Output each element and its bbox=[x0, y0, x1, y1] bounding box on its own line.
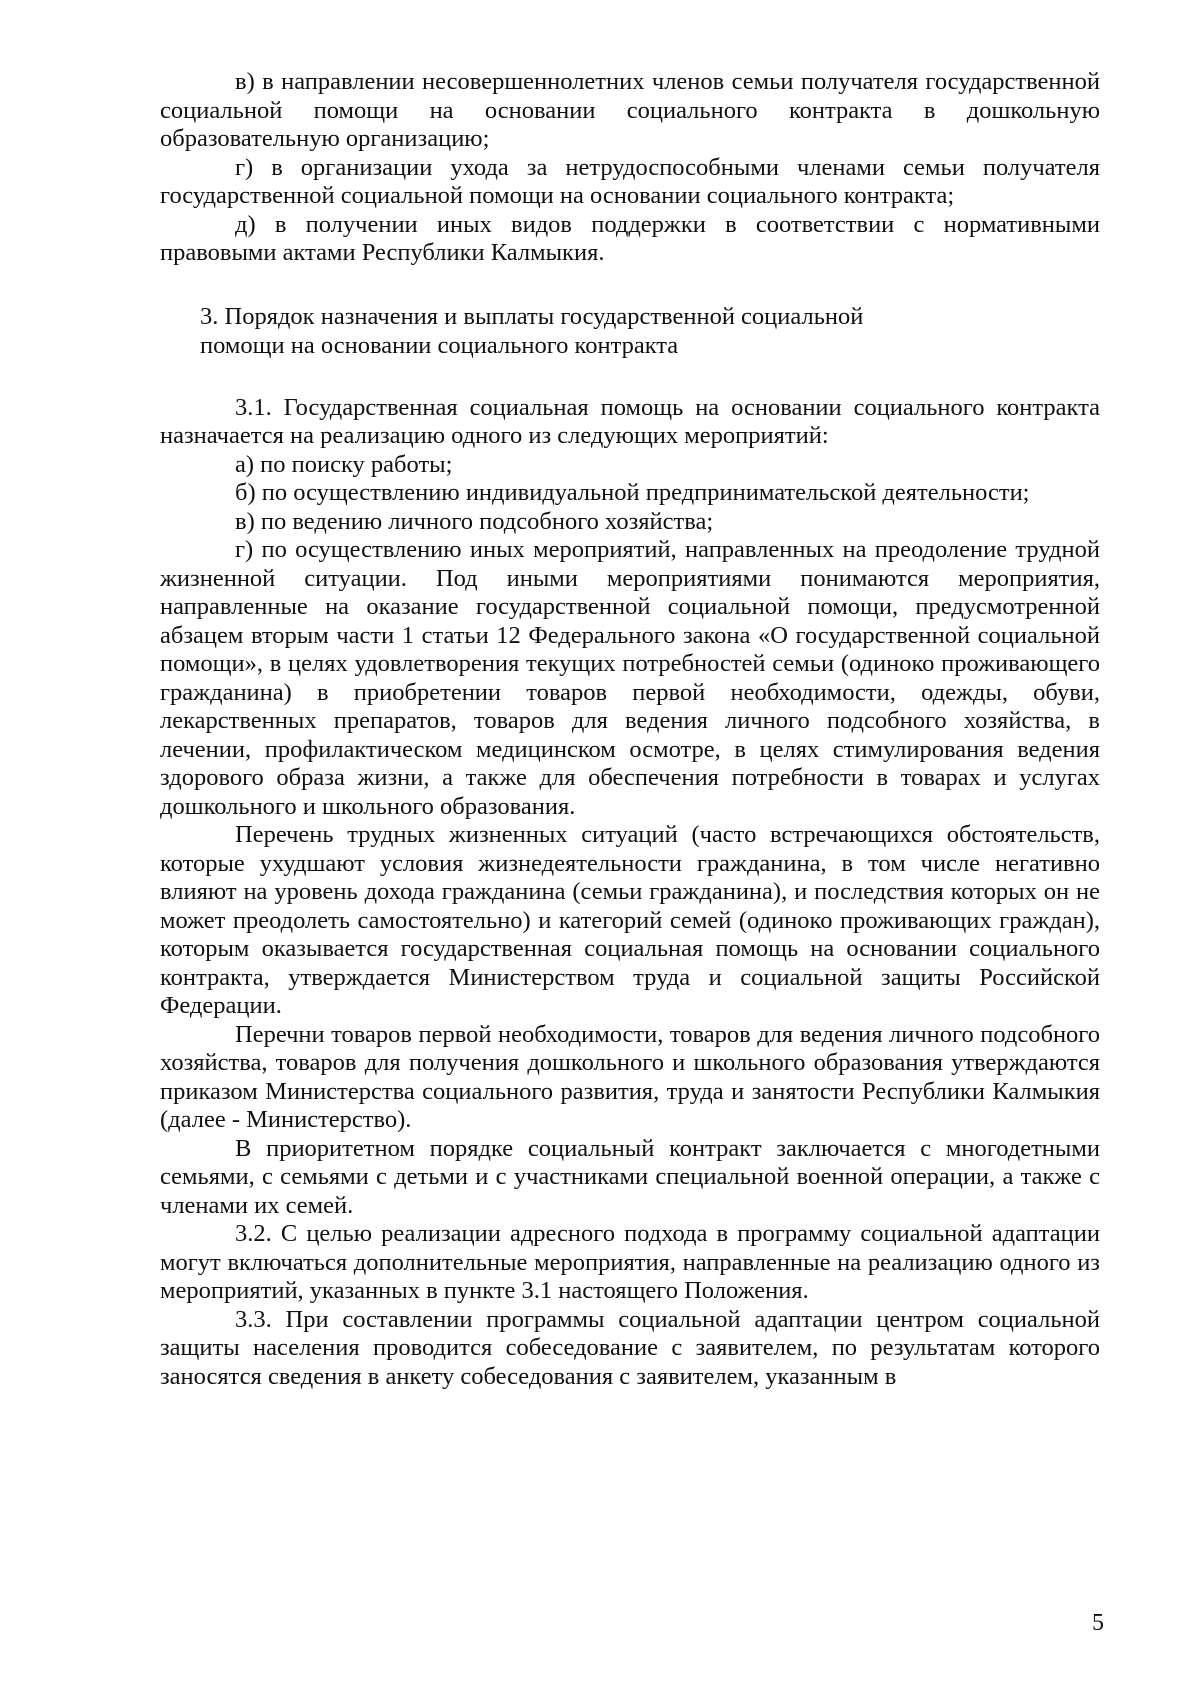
section-heading-line-2: помощи на основании социального контракта bbox=[200, 331, 679, 359]
list-item-b: б) по осуществлению индивидуальной предпринимательской деятельности; bbox=[235, 479, 1030, 506]
paragraph-perechen: Перечень трудных жизненных ситуаций (часто встречающихся обстоятельств, которые ухудшают условия жизнедеятельности гражданина, в том числе негативно влияют на уровень дохода гражданина (семьи гражданина), и последствия которых он не может преодолеть самостоятельно) и категорий семей (одиноко проживающих граждан), которым оказывается государственная социальная помощь на основании социального контракта, утверждается Министерством труда и социальной защиты Российской Федерации. bbox=[160, 821, 1100, 1019]
list-item-v: в) по ведению личного подсобного хозяйства; bbox=[235, 507, 714, 535]
list-item-a: а) по поиску работы; bbox=[235, 450, 453, 478]
paragraph-3-2: 3.2. С целью реализации адресного подхода в программу социальной адаптации могут включаться дополнительные мероприятия, направленные на реализацию одного из мероприятий, указанных в пункте 3.1 настоящего Положения. bbox=[160, 1220, 1100, 1304]
paragraph-3-1: 3.1. Государственная социальная помощь на основании социального контракта назначается на реализацию одного из следующих мероприятий: bbox=[160, 393, 1100, 449]
paragraph-perechni-tovarov: Перечни товаров первой необходимости, товаров для ведения личного подсобного хозяйства, товаров для получения дошкольного и школьного образования утверждаются приказом Министерства социального развития, труда и занятости Республики Калмыкия (далее - Министерство). bbox=[160, 1020, 1100, 1133]
paragraph-top-d: д) в получении иных видов поддержки в соответствии с нормативными правовыми актами Республики Калмыкия. bbox=[160, 210, 1100, 266]
paragraph-top-v: в) в направлении несовершеннолетних членов семьи получателя государственной социальной помощи на основании социального контракта в дошкольную образовательную организацию; bbox=[160, 68, 1100, 152]
page-number: 5 bbox=[1092, 1610, 1104, 1636]
section-heading bbox=[160, 302, 1100, 360]
document-body bbox=[160, 68, 1100, 1391]
section-heading-line-1: 3. Порядок назначения и выплаты государственной социальной bbox=[200, 302, 864, 330]
paragraph-3-3: 3.3. При составлении программы социальной адаптации центром социальной защиты населения проводится собеседование с заявителем, по результатам которого заносятся сведения в анкету собеседования с заявителем, указанным в bbox=[160, 1305, 1100, 1390]
list-item-g: г) по осуществлению иных мероприятий, направленных на преодоление трудной жизненной ситуации. Под иными мероприятиями понимаются мероприятия, направленные на оказание государственной социальной помощи, предусмотренной абзацем вторым части 1 статьи 12 Федерального закона «О государственной социальной помощи», в целях удовлетворения текущих потребностей семьи (одиноко проживающего гражданина) в приобретении товаров первой необходимости, одежды, обуви, лекарственных препаратов, товаров для ведения личного подсобного хозяйства, в лечении, профилактическом медицинском осмотре, в целях стимулирования ведения здорового образа жизни, а также для обеспечения потребности в товарах и услугах дошкольного и школьного образования. bbox=[160, 536, 1100, 820]
paragraph-top-g: г) в организации ухода за нетрудоспособными членами семьи получателя государственной социальной помощи на основании социального контракта; bbox=[160, 153, 1100, 209]
paragraph-priority: В приоритетном порядке социальный контракт заключается с многодетными семьями, с семьями с детьми и с участниками специальной военной операции, а также с членами их семей. bbox=[160, 1134, 1100, 1219]
